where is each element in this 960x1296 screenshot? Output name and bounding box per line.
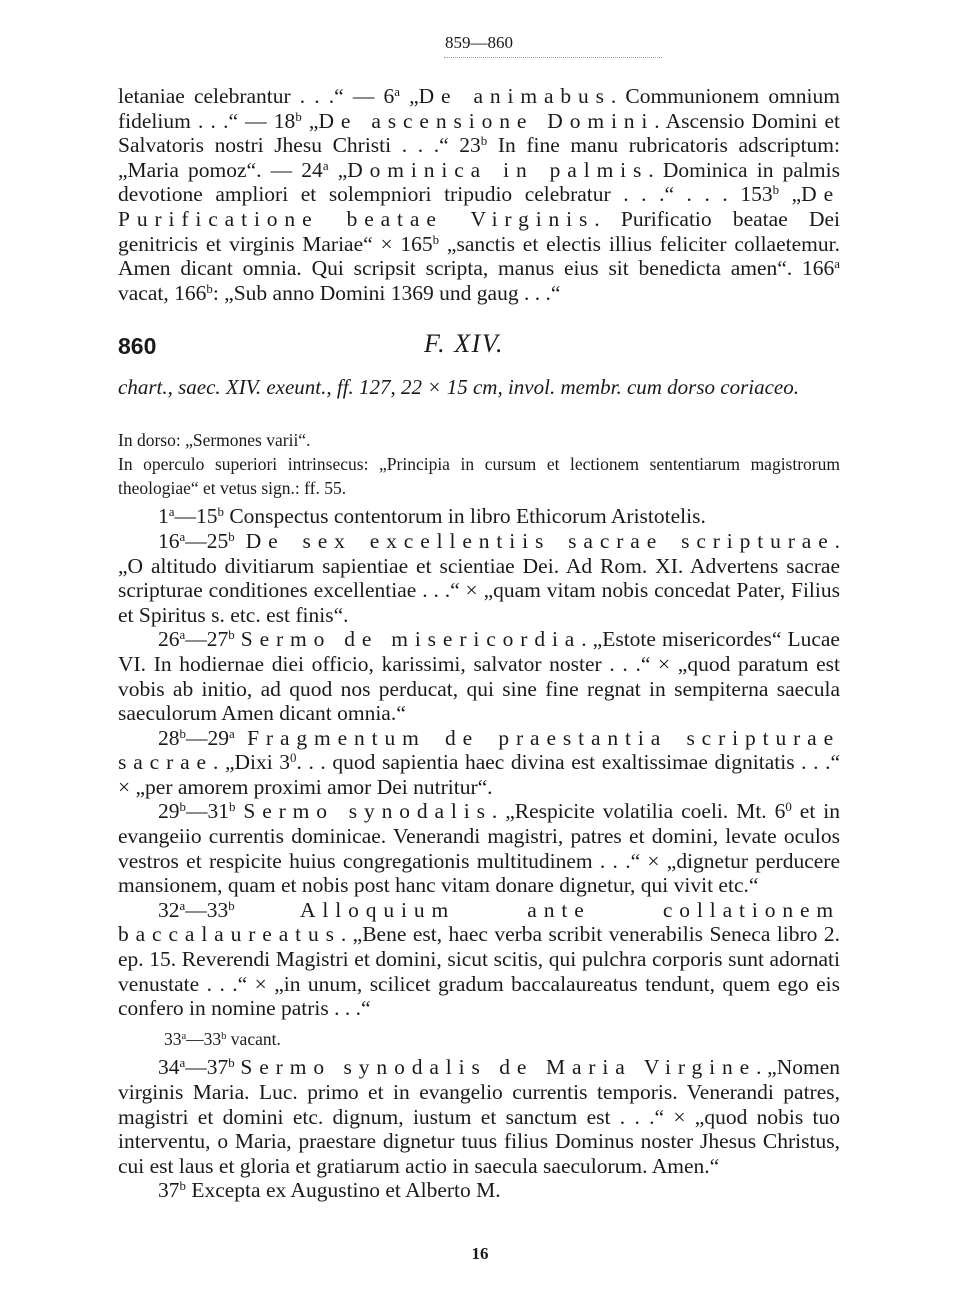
contents-list — [118, 504, 840, 1203]
list-item: 26$^a$—27$^b$ Sermo de misericordia. „Estote misericordes“ Lucae VI. In hodiernae diei officio, karissimi, salvator noster . . .“ × „quod paratum est vobis ab initio, ad quod nos perducat, qui sine fine regnat in sempiterna saecula saeculorum Amen dicant omnia.“ — [118, 627, 840, 726]
folio-sup: a — [834, 257, 840, 272]
intro-text: . Communionem omnium fidelium . . .“ — 18 — [118, 84, 840, 133]
entry-number: 860 — [118, 333, 157, 360]
page — [118, 30, 840, 1203]
note-dorso: In dorso: „Sermones varii“. — [118, 430, 311, 451]
list-item: 32$^a$—33$^b$ Alloquium ante collationem baccalaureatus. „Bene est, haec verba scribit venerabilis Seneca libro 2. ep. 15. Reverendi Magistri et domini, sicut scitis, qui pulchra corporis sunt adornati venustate . . .“ × „in unum, scilicet gradum baccalaureatus tendunt, quem ego eis confero in nomine patris . . .“ — [118, 897, 841, 1021]
list-item: 29$^b$—31$^b$ Sermo synodalis. „Respicite volatilia coeli. Mt. $6^0$ et in evangeiio currentis dominicae. Venerandi magistri, patres et domini, levate oculos vestros et respicite huius congregationis multitudinem . . .“ × „dignetur perducere mansionem, quam et nobis post hanc vitam donare dignetur, qui vivit etc.“ — [118, 799, 840, 898]
intro-text: „sanctis et electis illius feliciter collaetemur. Amen dicant omnia. Qui scripsit scripta, manus eius sit benedicta amen“. 166 — [118, 231, 840, 281]
list-item: 16$^a$—25$^b$ De sex excellentiis sacrae scripturae. „O altitudo divitiarum sapientiae et scientiae Dei. Ad Rom. XI. Advertens sacrae scripturae conditiones excellentiae . . .“ × „quam vitam nobis concedat Pater, Filius et Spiritus s. etc. est finis“. — [118, 528, 841, 627]
spaced-title: Dominica in palmis — [347, 157, 649, 182]
folio-sup: b — [772, 183, 780, 198]
note-operculo: In operculo superiori intrinsecus: „Principia in cursum et lectionem sententiarum magistrorum theologiae“ et vetus sign.: ff. 55. — [118, 454, 840, 499]
list-item: 37$^b$ Excepta ex Augustino et Alberto M. — [158, 1178, 501, 1203]
spaced-title: Sermo synodalis — [243, 799, 492, 824]
entry-description: chart., saec. XIV. exeunt., ff. 127, 22 × 15 cm, invol. membr. cum dorso coriaceo. — [118, 375, 799, 400]
spaced-title: Sermo synodalis de Maria Virgine — [240, 1055, 757, 1080]
list-item: 33$^a$—33$^b$ vacant. — [164, 1028, 281, 1049]
folio-sup: b — [480, 134, 488, 149]
intro-text: „ — [328, 157, 348, 182]
spaced-title: Fragmentum de praestantia scripturae sacrae — [118, 725, 841, 775]
intro-text: In fine manu rubricatoris adscriptum: „Maria pomoz“. — 24 — [118, 133, 840, 182]
intro-text: . Ascensio Domini et Salvatoris nostri Jhesu Christi . . .“ 23 — [118, 108, 840, 158]
list-item: 1$^a$—15$^b$ Conspectus contentorum in libro Ethicorum Aristotelis. — [158, 504, 706, 529]
intro-text: „ — [301, 108, 319, 133]
intro-paragraph — [118, 84, 840, 305]
list-item: 28$^b$—29$^a$ Fragmentum de praestantia scripturae sacrae. „Dixi $3^0$. . . quod sapientia haec divina est exaltissimae dignitatis . . .“ × „per amorem proximi amor Dei nutritur“. — [118, 725, 841, 799]
folio-sup: b — [432, 232, 440, 247]
folio-sup: b — [295, 109, 302, 124]
page-header: 859—860 — [445, 33, 513, 52]
list-item: 34$^a$—37$^b$ Sermo synodalis de Maria Virgine. „Nomen virginis Maria. Luc. primo et in evangelio currentis temporis. Venerandi patres, magistri et domini etc. dignum, iustum et sanctum est . . .“ × „quod nobis tuo interventu, o Maria, praestare dignetur tuus filius Dominus noster Jhesus Christus, cui est laus et gloria et gratiarum actio in saecula saeculorum. Amen.“ — [118, 1055, 840, 1178]
intro-text: letaniae celebrantur . . .“ — 6 — [118, 84, 395, 108]
intro-text: vacat, 166 — [118, 280, 207, 305]
spaced-title: De sex excellentiis sacrae scripturae — [245, 528, 835, 553]
entry-heading — [118, 329, 840, 369]
spaced-title: De ascensione Domini — [318, 108, 655, 133]
intro-text: : „Sub anno Domini 1369 und gaug . . .“ — [212, 280, 561, 305]
folio-sup: a — [394, 84, 400, 99]
spaced-title: De Purificatione beatae Virginis — [118, 182, 841, 231]
folio-sup: b — [206, 281, 213, 296]
intro-text: „ — [399, 84, 419, 108]
folio-sup: a — [322, 158, 329, 173]
header-rule — [444, 57, 662, 58]
intro-text: . Dominica in palmis devotione ampliori et solempniori tripudio celebratur . . .“ . . . 153 — [118, 157, 840, 207]
spaced-title: Sermo de misericordia — [240, 627, 582, 652]
spaced-title: De animabus — [418, 84, 611, 108]
intro-text: . Purificatio beatae Dei genitricis et virginis Mariae“ × 165 — [118, 206, 840, 256]
spaced-title: Alloquium ante collationem baccalaureatus — [118, 897, 841, 947]
page-number: 16 — [471, 1244, 489, 1263]
entry-signature: F. XIV. — [424, 329, 505, 359]
intro-text: „ — [779, 182, 802, 207]
